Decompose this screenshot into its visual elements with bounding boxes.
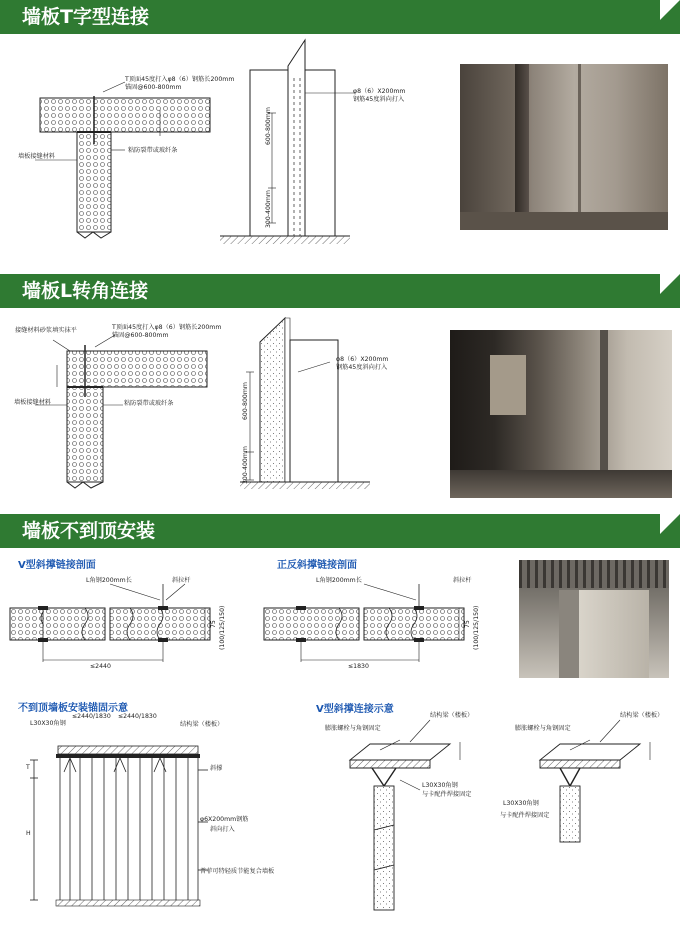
section-banner-partial-height <box>0 514 680 548</box>
section-title: 墙板L转角连接 <box>22 280 149 302</box>
l-plan-top-note-1: T顶面45度打入φ8（6）钢筋长200mm <box>112 324 222 331</box>
l-elev-dim-upper: 600-800mm <box>242 382 249 420</box>
l-elev-rebar-1: φ8（6）X200mm <box>336 356 389 363</box>
l-elev-rebar-2: 钢筋45度斜向打入 <box>336 364 388 371</box>
t-elev-dim-lower: 300-400mm <box>265 190 272 228</box>
anchor-angle-steel: L30X30角钢 <box>30 720 66 727</box>
v-connection-diagram <box>340 720 680 920</box>
reverse-section-brace: 斜拉杆 <box>453 577 472 584</box>
v-section-thickness-alt: (100/125/150) <box>219 605 226 650</box>
anchor-dim-t: T <box>26 764 30 771</box>
t-plan-top-note-2: 锚固@600-800mm <box>125 84 182 91</box>
anchor-diagram-title: 不到顶墙板安装锚固示意 <box>18 703 128 714</box>
t-joint-photo <box>460 64 668 230</box>
anchor-dim-h: H <box>26 830 31 837</box>
reverse-section-span: ≤1830 <box>348 663 369 670</box>
t-elev-rebar-2: 钢筋45度斜向打入 <box>353 96 405 103</box>
v-conn-angle-1: L30X30角钢 <box>422 782 458 789</box>
v-section-angle: L角钢200mm长 <box>86 577 132 584</box>
v-connection-title: V型斜撑连接示意 <box>316 704 394 715</box>
t-joint-elevation-diagram <box>210 38 360 258</box>
v-section-brace: 斜拉杆 <box>172 577 191 584</box>
section-title: 墙板不到顶安装 <box>22 520 156 542</box>
l-joint-plan-diagram <box>15 335 235 495</box>
section-banner-t-joint <box>0 0 680 34</box>
l-joint-photo <box>450 330 672 498</box>
reverse-section-title: 正反斜撑链接剖面 <box>277 560 357 571</box>
l-plan-top-note-2: 锚固@600-800mm <box>112 332 169 339</box>
v-conn-angle-b1: L30X30角钢 <box>503 800 539 807</box>
l-joint-elevation-diagram <box>230 312 380 492</box>
anchor-beam: 结构梁（楼板） <box>180 721 224 728</box>
v-conn-angle-2: 与卡配件焊接固定 <box>422 791 472 798</box>
reverse-section-thickness: 75 <box>464 620 471 628</box>
v-section-diagram <box>10 580 220 675</box>
l-plan-joint-material: 墙板接缝材料 <box>14 399 52 406</box>
v-section-span: ≤2440 <box>90 663 111 670</box>
reverse-section-angle: L角钢200mm长 <box>316 577 362 584</box>
partial-height-photo <box>519 560 669 678</box>
v-section-thickness: 75 <box>210 620 217 628</box>
v-conn-bolt-left: 膨胀螺栓与角钢固定 <box>325 725 381 732</box>
reverse-section-thickness-alt: (100/125/150) <box>473 605 480 650</box>
reverse-section-diagram <box>264 580 474 675</box>
t-elev-dim-upper: 600-800mm <box>265 107 272 145</box>
l-plan-mortar: 接缝材料砂浆填实抹平 <box>15 327 77 334</box>
anchor-rebar-1: φ6X200mm钢筋 <box>200 816 249 823</box>
l-elev-dim-lower: 300-400mm <box>242 446 249 484</box>
t-plan-joint-material: 墙板接缝材料 <box>18 153 56 160</box>
v-conn-beam-right: 结构梁（楼板） <box>620 712 664 719</box>
section-title: 墙板T字型连接 <box>22 6 149 28</box>
v-conn-angle-b2: 与卡配件焊接固定 <box>500 812 550 819</box>
anchor-diagram <box>18 740 288 915</box>
section-banner-l-joint <box>0 274 680 308</box>
v-conn-bolt-right: 膨胀螺栓与角钢固定 <box>515 725 571 732</box>
anchor-span-1: ≤2440/1830 <box>72 713 111 720</box>
anchor-rebar-2: 斜向打入 <box>210 826 235 833</box>
t-plan-tape: 粘防裂带或玻纤条 <box>128 147 178 154</box>
v-conn-beam-left: 结构梁（楼板） <box>430 712 474 719</box>
anchor-panel: 普菲可特轻质节能复合墙板 <box>200 868 275 875</box>
t-elev-rebar-1: φ8（6）X200mm <box>353 88 406 95</box>
t-plan-top-note-1: T顶面45度打入φ8（6）钢筋长200mm <box>125 76 235 83</box>
anchor-brace: 斜撑 <box>210 765 223 772</box>
anchor-span-2: ≤2440/1830 <box>118 713 157 720</box>
l-plan-tape: 粘防裂带或玻纤条 <box>124 400 174 407</box>
v-section-title: V型斜撑链接剖面 <box>18 560 96 571</box>
